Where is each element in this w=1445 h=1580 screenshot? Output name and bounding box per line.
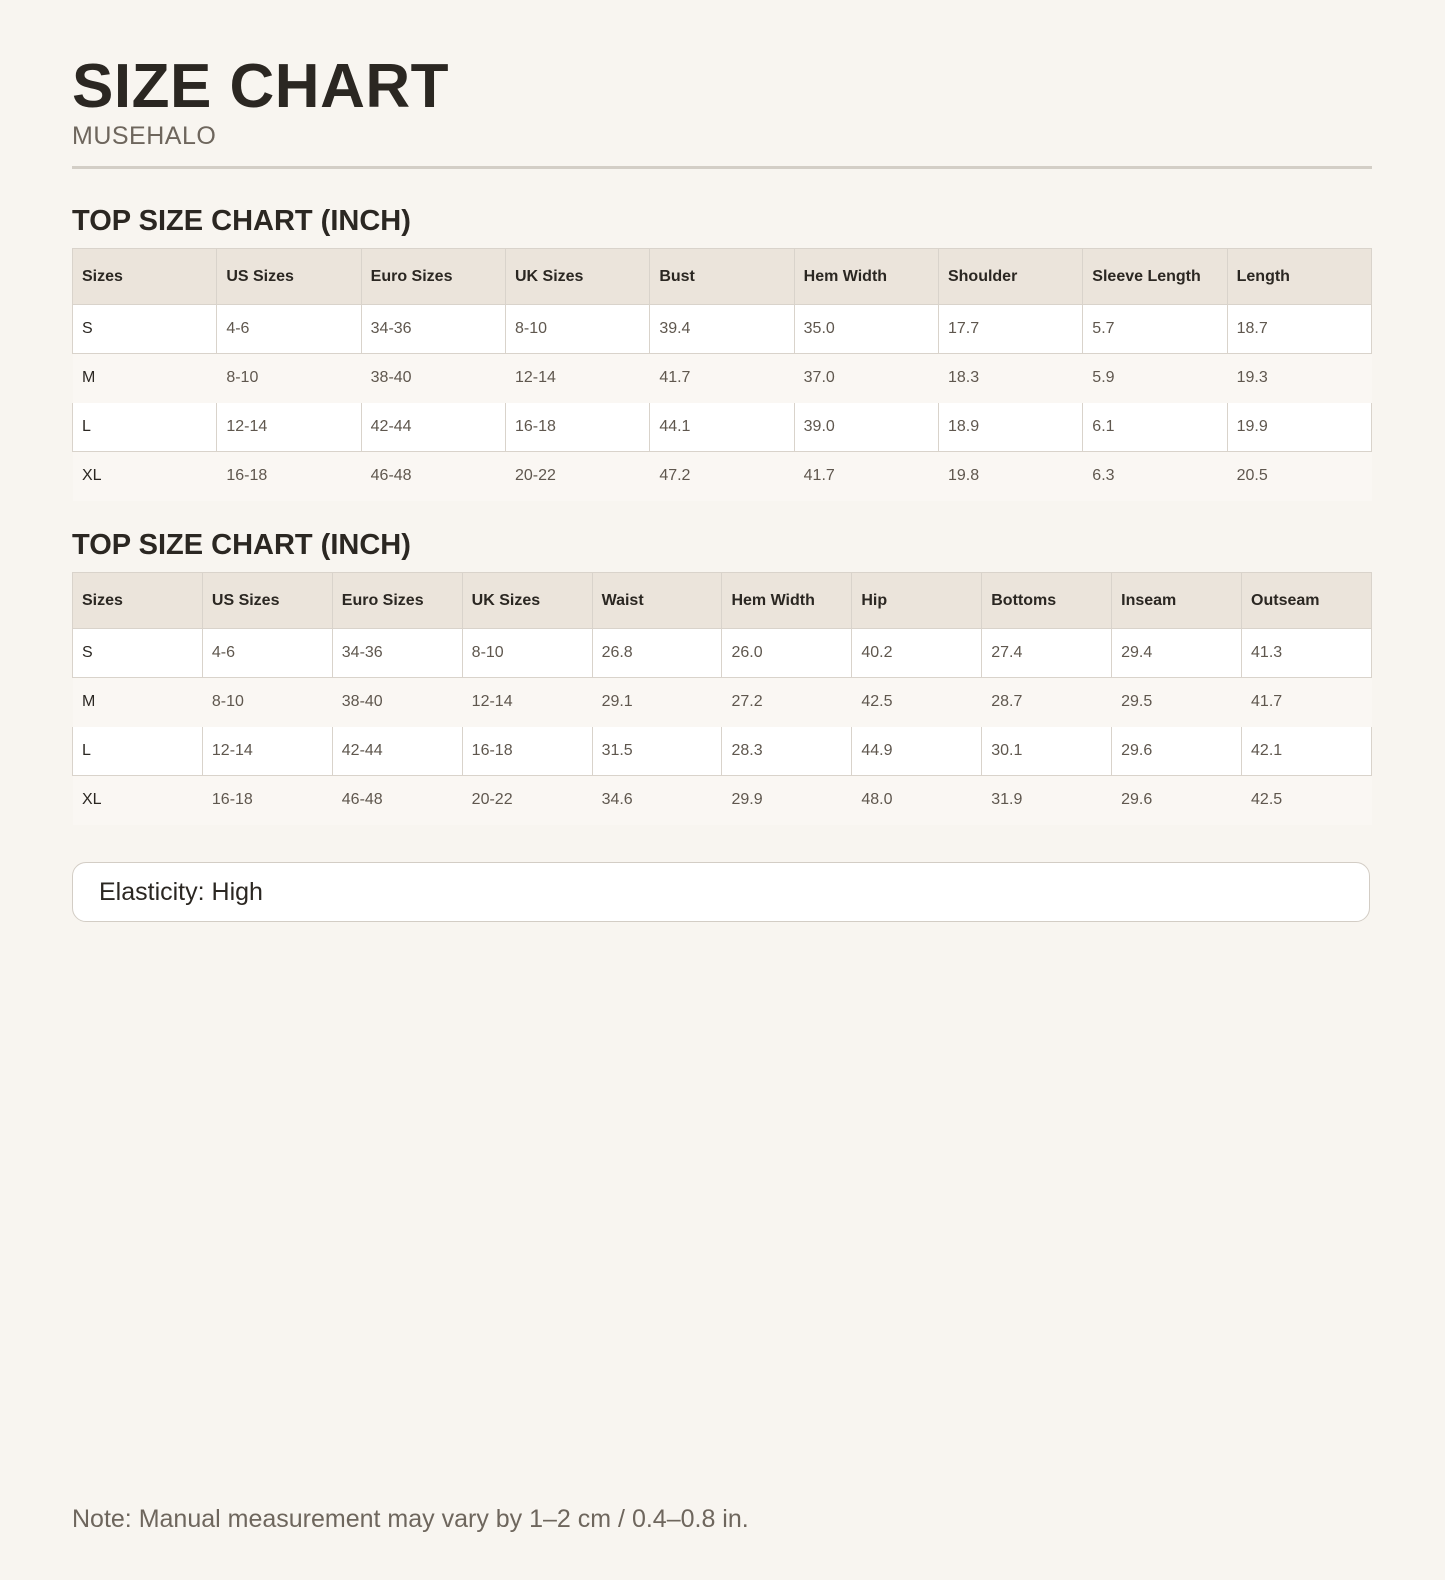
table-cell: 41.7	[650, 354, 794, 403]
table-cell: 29.9	[722, 776, 852, 825]
table-cell: 8-10	[217, 354, 361, 403]
table-cell: 16-18	[462, 727, 592, 776]
size-label-cell: S	[73, 305, 217, 354]
table-cell: 28.3	[722, 727, 852, 776]
table-cell: 16-18	[505, 403, 649, 452]
table-cell: 19.3	[1227, 354, 1371, 403]
table-cell: 37.0	[794, 354, 938, 403]
table-header-row	[73, 249, 1372, 305]
measurement-note: Note: Manual measurement may vary by 1–2 cm / 0.4–0.8 in.	[72, 1505, 749, 1533]
table-cell: 35.0	[794, 305, 938, 354]
table-cell: 29.5	[1112, 678, 1242, 727]
table-cell: 47.2	[650, 452, 794, 501]
column-header: US Sizes	[217, 249, 361, 305]
table-cell: 41.3	[1242, 629, 1372, 678]
table-cell: 5.7	[1083, 305, 1227, 354]
table-cell: 6.3	[1083, 452, 1227, 501]
table-cell: 29.6	[1112, 776, 1242, 825]
table-cell: 6.1	[1083, 403, 1227, 452]
table-row	[73, 452, 1372, 501]
table-cell: 42.1	[1242, 727, 1372, 776]
size-label-cell: M	[73, 678, 203, 727]
header-divider	[72, 166, 1372, 169]
column-header: Hem Width	[722, 573, 852, 629]
table-cell: 8-10	[505, 305, 649, 354]
top-size-section	[72, 204, 1372, 501]
table-cell: 48.0	[852, 776, 982, 825]
table-cell: 27.4	[982, 629, 1112, 678]
table-cell: 12-14	[217, 403, 361, 452]
table-cell: 19.8	[938, 452, 1082, 501]
column-header: Bottoms	[982, 573, 1112, 629]
size-label-cell: XL	[73, 776, 203, 825]
page-title: SIZE CHART	[72, 52, 449, 121]
column-header: Shoulder	[938, 249, 1082, 305]
table-cell: 4-6	[217, 305, 361, 354]
column-header: UK Sizes	[505, 249, 649, 305]
table-row	[73, 629, 1372, 678]
column-header: Sleeve Length	[1083, 249, 1227, 305]
table-cell: 34.6	[592, 776, 722, 825]
table-cell: 18.7	[1227, 305, 1371, 354]
table-cell: 26.8	[592, 629, 722, 678]
table-cell: 12-14	[202, 727, 332, 776]
column-header: Length	[1227, 249, 1371, 305]
table-row	[73, 354, 1372, 403]
table-cell: 42-44	[332, 727, 462, 776]
table-cell: 16-18	[202, 776, 332, 825]
table-cell: 34-36	[332, 629, 462, 678]
table-cell: 44.1	[650, 403, 794, 452]
table-cell: 31.9	[982, 776, 1112, 825]
size-label-cell: M	[73, 354, 217, 403]
table-cell: 46-48	[361, 452, 505, 501]
column-header: Sizes	[73, 249, 217, 305]
table-cell: 5.9	[1083, 354, 1227, 403]
table-cell: 28.7	[982, 678, 1112, 727]
column-header: Euro Sizes	[361, 249, 505, 305]
size-table	[72, 248, 1372, 501]
table-cell: 29.4	[1112, 629, 1242, 678]
brand-name: MUSEHALO	[72, 122, 217, 150]
table-cell: 34-36	[361, 305, 505, 354]
table-cell: 39.0	[794, 403, 938, 452]
table-cell: 30.1	[982, 727, 1112, 776]
bottom-size-section	[72, 528, 1372, 825]
table-cell: 41.7	[1242, 678, 1372, 727]
table-cell: 8-10	[202, 678, 332, 727]
table-row	[73, 403, 1372, 452]
size-label-cell: S	[73, 629, 203, 678]
table-cell: 19.9	[1227, 403, 1371, 452]
table-cell: 20-22	[462, 776, 592, 825]
table-header-row	[73, 573, 1372, 629]
column-header: Sizes	[73, 573, 203, 629]
table-cell: 31.5	[592, 727, 722, 776]
table-cell: 46-48	[332, 776, 462, 825]
column-header: Waist	[592, 573, 722, 629]
elasticity-box: Elasticity: High	[72, 862, 1370, 922]
column-header: Hem Width	[794, 249, 938, 305]
table-cell: 18.9	[938, 403, 1082, 452]
table-cell: 42.5	[852, 678, 982, 727]
column-header: Inseam	[1112, 573, 1242, 629]
table-cell: 38-40	[332, 678, 462, 727]
table-cell: 20-22	[505, 452, 649, 501]
size-label-cell: L	[73, 403, 217, 452]
column-header: US Sizes	[202, 573, 332, 629]
table-cell: 44.9	[852, 727, 982, 776]
section-title: TOP SIZE CHART (INCH)	[72, 205, 411, 237]
table-cell: 38-40	[361, 354, 505, 403]
table-cell: 12-14	[505, 354, 649, 403]
column-header: UK Sizes	[462, 573, 592, 629]
size-table	[72, 572, 1372, 825]
table-cell: 4-6	[202, 629, 332, 678]
table-cell: 29.6	[1112, 727, 1242, 776]
table-cell: 26.0	[722, 629, 852, 678]
table-cell: 12-14	[462, 678, 592, 727]
table-row	[73, 776, 1372, 825]
column-header: Outseam	[1242, 573, 1372, 629]
table-cell: 42-44	[361, 403, 505, 452]
table-cell: 42.5	[1242, 776, 1372, 825]
table-row	[73, 727, 1372, 776]
size-label-cell: XL	[73, 452, 217, 501]
table-cell: 27.2	[722, 678, 852, 727]
table-cell: 20.5	[1227, 452, 1371, 501]
table-row	[73, 678, 1372, 727]
table-cell: 18.3	[938, 354, 1082, 403]
table-cell: 40.2	[852, 629, 982, 678]
table-cell: 29.1	[592, 678, 722, 727]
table-cell: 17.7	[938, 305, 1082, 354]
table-row	[73, 305, 1372, 354]
section-title: TOP SIZE CHART (INCH)	[72, 529, 411, 561]
size-label-cell: L	[73, 727, 203, 776]
column-header: Euro Sizes	[332, 573, 462, 629]
table-cell: 39.4	[650, 305, 794, 354]
table-cell: 8-10	[462, 629, 592, 678]
column-header: Bust	[650, 249, 794, 305]
column-header: Hip	[852, 573, 982, 629]
table-cell: 16-18	[217, 452, 361, 501]
table-cell: 41.7	[794, 452, 938, 501]
